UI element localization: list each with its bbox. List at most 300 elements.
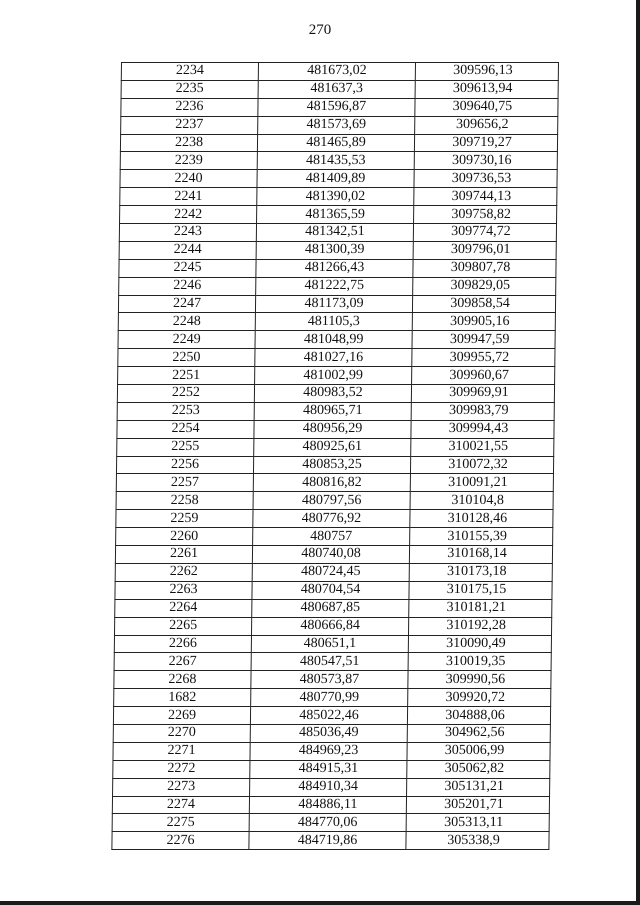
cell-text: 484770,06 — [297, 814, 358, 830]
y-coordinate-cell — [413, 259, 556, 277]
y-coordinate-cell — [410, 492, 553, 510]
x-coordinate-cell — [258, 63, 415, 81]
cell-text: 2258 — [170, 492, 199, 508]
cell-text: 481173,09 — [304, 296, 364, 312]
cell-text: 309596,13 — [453, 63, 513, 79]
cell-text: 480724,45 — [300, 564, 361, 580]
cell-text: 2269 — [167, 707, 197, 723]
cell-text: 2273 — [167, 779, 196, 795]
point-number-cell — [116, 510, 253, 528]
y-coordinate-cell — [410, 510, 553, 528]
cell-text: 480925,61 — [302, 439, 363, 455]
x-coordinate-cell — [254, 402, 411, 420]
point-number-cell — [116, 492, 253, 510]
x-coordinate-cell — [250, 760, 407, 778]
cell-text: 310021,55 — [448, 439, 509, 455]
table-row — [120, 134, 557, 152]
point-number-cell — [118, 331, 255, 349]
cell-text: 481637,3 — [310, 81, 364, 97]
table-row — [115, 546, 552, 564]
cell-text: 309758,82 — [451, 206, 511, 222]
point-number-cell — [116, 528, 253, 546]
cell-text: 309994,43 — [448, 421, 509, 437]
y-coordinate-cell — [415, 80, 558, 98]
cell-text: 2274 — [166, 796, 196, 812]
cell-text: 310019,35 — [445, 653, 506, 669]
x-coordinate-cell — [258, 80, 415, 98]
point-number-cell — [120, 206, 257, 224]
table-row — [115, 563, 552, 581]
cell-text: 2260 — [170, 528, 199, 544]
y-coordinate-cell — [414, 188, 557, 206]
cell-text: 310128,46 — [447, 510, 508, 526]
y-coordinate-cell — [408, 653, 551, 671]
cell-text: 309858,54 — [450, 296, 510, 312]
cell-text: 481222,75 — [304, 278, 365, 294]
y-coordinate-cell — [409, 563, 552, 581]
y-coordinate-cell — [415, 63, 558, 81]
cell-text: 2275 — [166, 814, 195, 830]
cell-text: 304962,56 — [444, 725, 505, 741]
table-row — [117, 402, 554, 420]
table-row — [115, 599, 552, 617]
table-row — [118, 367, 555, 385]
cell-text: 481365,59 — [305, 206, 365, 222]
cell-text: 2272 — [167, 761, 196, 777]
table-row — [116, 492, 553, 510]
cell-text: 310173,18 — [446, 564, 507, 580]
cell-text: 481300,39 — [304, 242, 365, 258]
x-coordinate-cell — [254, 420, 411, 438]
y-coordinate-cell — [413, 224, 556, 242]
point-number-cell — [116, 474, 253, 492]
cell-text: 480547,51 — [299, 653, 360, 669]
table-row — [112, 832, 549, 850]
y-coordinate-cell — [409, 599, 552, 617]
cell-text: 2249 — [172, 331, 201, 347]
cell-text: 481342,51 — [305, 224, 365, 240]
cell-text: 2239 — [174, 152, 203, 168]
cell-text: 2243 — [173, 224, 203, 240]
x-coordinate-cell — [254, 438, 411, 456]
table-row — [120, 152, 557, 170]
point-number-cell — [113, 707, 250, 725]
cell-text: 310155,39 — [447, 528, 508, 544]
y-coordinate-cell — [407, 724, 550, 742]
cell-text: 2236 — [175, 99, 204, 115]
cell-text: 2270 — [167, 725, 196, 741]
table-row — [116, 456, 553, 474]
y-coordinate-cell — [407, 707, 550, 725]
y-coordinate-cell — [407, 760, 550, 778]
y-coordinate-cell — [407, 742, 550, 760]
y-coordinate-cell — [415, 98, 558, 116]
y-coordinate-cell — [406, 832, 549, 850]
cell-text: 309736,53 — [451, 170, 512, 186]
x-coordinate-cell — [257, 206, 414, 224]
table-row — [121, 116, 558, 134]
y-coordinate-cell — [413, 277, 556, 295]
cell-text: 484969,23 — [298, 743, 359, 759]
point-number-cell — [120, 170, 257, 188]
cell-text: 481105,3 — [307, 313, 360, 329]
cell-text: 1682 — [168, 689, 197, 705]
cell-text: 309969,91 — [449, 385, 509, 401]
y-coordinate-cell — [411, 385, 554, 403]
point-number-cell — [112, 832, 249, 850]
y-coordinate-cell — [407, 778, 550, 796]
y-coordinate-cell — [412, 367, 555, 385]
table-row — [113, 760, 550, 778]
y-coordinate-cell — [408, 689, 551, 707]
point-number-cell — [115, 599, 252, 617]
cell-text: 309640,75 — [452, 99, 513, 115]
cell-text: 2256 — [170, 457, 200, 473]
x-coordinate-cell — [253, 474, 410, 492]
cell-text: 480797,56 — [301, 492, 362, 508]
table-row — [115, 581, 552, 599]
cell-text: 309947,59 — [449, 331, 510, 347]
x-coordinate-cell — [257, 170, 414, 188]
cell-text: 2237 — [175, 117, 204, 133]
y-coordinate-cell — [411, 420, 554, 438]
cell-text: 2235 — [175, 81, 204, 97]
y-coordinate-cell — [409, 546, 552, 564]
point-number-cell — [113, 778, 250, 796]
x-coordinate-cell — [255, 367, 412, 385]
y-coordinate-cell — [412, 331, 555, 349]
cell-text: 480776,92 — [301, 510, 362, 526]
cell-text: 309744,13 — [451, 188, 512, 204]
x-coordinate-cell — [250, 724, 407, 742]
cell-text: 305201,71 — [444, 796, 504, 812]
point-number-cell — [118, 295, 255, 313]
cell-text: 309656,2 — [455, 117, 509, 133]
cell-text: 485022,46 — [299, 707, 359, 723]
cell-text: 480853,25 — [302, 457, 362, 473]
cell-text: 480651,1 — [303, 635, 357, 651]
point-number-cell — [114, 635, 251, 653]
coordinates-table — [111, 62, 559, 850]
cell-text: 309774,72 — [451, 224, 511, 240]
point-number-cell — [117, 438, 254, 456]
table-row — [114, 671, 551, 689]
x-coordinate-cell — [257, 134, 414, 152]
table-row — [120, 188, 557, 206]
cell-text: 305131,21 — [444, 779, 504, 795]
cell-text: 2252 — [171, 385, 201, 401]
cell-text: 481390,02 — [305, 188, 366, 204]
cell-text: 484910,34 — [298, 779, 358, 795]
x-coordinate-cell — [255, 313, 412, 331]
point-number-cell — [121, 116, 258, 134]
cell-text: 481409,89 — [305, 170, 366, 186]
cell-text: 310091,21 — [448, 474, 508, 490]
cell-text: 2257 — [170, 474, 199, 490]
point-number-cell — [120, 134, 257, 152]
point-number-cell — [114, 653, 251, 671]
y-coordinate-cell — [410, 528, 553, 546]
table-row — [116, 528, 553, 546]
y-coordinate-cell — [414, 170, 557, 188]
table-row — [118, 349, 555, 367]
table-row — [117, 420, 554, 438]
y-coordinate-cell — [410, 456, 553, 474]
x-coordinate-cell — [249, 814, 406, 832]
table-row — [121, 98, 558, 116]
cell-text: 481465,89 — [306, 135, 366, 150]
cell-text: 480983,52 — [303, 385, 363, 401]
cell-text: 309955,72 — [449, 349, 510, 365]
point-number-cell — [121, 98, 258, 116]
page-number: 270 — [308, 22, 332, 38]
table-row — [119, 224, 556, 242]
cell-text: 310175,15 — [446, 582, 507, 598]
x-coordinate-cell — [257, 152, 414, 170]
x-coordinate-cell — [258, 116, 415, 134]
cell-text: 309960,67 — [449, 367, 510, 383]
x-coordinate-cell — [257, 188, 414, 206]
cell-text: 480740,08 — [301, 546, 361, 562]
table-row — [118, 295, 555, 313]
y-coordinate-cell — [406, 796, 549, 814]
cell-text: 480816,82 — [302, 474, 362, 490]
point-number-cell — [113, 742, 250, 760]
cell-text: 309796,01 — [450, 242, 511, 258]
cell-text: 305006,99 — [444, 743, 505, 759]
table-row — [117, 385, 554, 403]
cell-text: 305062,82 — [444, 761, 505, 777]
scan-edge-right — [636, 0, 640, 905]
x-coordinate-cell — [255, 349, 412, 367]
cell-text: 2266 — [168, 635, 197, 651]
table-row — [117, 438, 554, 456]
cell-text: 2276 — [166, 832, 195, 848]
table-row — [114, 689, 551, 707]
point-number-cell — [112, 796, 249, 814]
table-row — [120, 206, 557, 224]
cell-text: 481266,43 — [304, 260, 365, 276]
point-number-cell — [121, 80, 258, 98]
cell-text: 304888,06 — [445, 707, 505, 723]
y-coordinate-cell — [408, 671, 551, 689]
cell-text: 305338,9 — [447, 832, 500, 848]
cell-text: 480757 — [310, 528, 353, 544]
cell-text: 2244 — [173, 242, 202, 258]
table-row — [118, 313, 555, 331]
x-coordinate-cell — [251, 617, 408, 635]
cell-text: 480965,71 — [302, 403, 363, 419]
cell-text: 305313,11 — [444, 814, 504, 830]
point-number-cell — [118, 349, 255, 367]
cell-text: 481596,87 — [306, 99, 367, 115]
table-row — [121, 63, 558, 81]
table-row — [119, 277, 556, 295]
cell-text: 2255 — [171, 439, 200, 455]
coordinates-table-body — [112, 63, 559, 850]
cell-text: 2246 — [173, 278, 202, 294]
cell-text: 481435,53 — [305, 152, 366, 168]
x-coordinate-cell — [252, 546, 409, 564]
point-number-cell — [119, 241, 256, 259]
y-coordinate-cell — [411, 438, 554, 456]
x-coordinate-cell — [252, 599, 409, 617]
cell-text: 2247 — [172, 296, 202, 312]
y-coordinate-cell — [406, 814, 549, 832]
point-number-cell — [115, 581, 252, 599]
cell-text: 480666,84 — [300, 618, 360, 634]
table-row — [116, 474, 553, 492]
cell-text: 2263 — [169, 582, 198, 598]
cell-text: 2234 — [175, 63, 204, 79]
cell-text: 480956,29 — [302, 421, 363, 437]
cell-text: 2240 — [174, 170, 203, 186]
table-row — [112, 814, 549, 832]
x-coordinate-cell — [250, 707, 407, 725]
x-coordinate-cell — [256, 277, 413, 295]
cell-text: 2253 — [171, 403, 200, 419]
x-coordinate-cell — [255, 295, 412, 313]
y-coordinate-cell — [414, 206, 557, 224]
cell-text: 310181,21 — [446, 600, 507, 616]
x-coordinate-cell — [258, 98, 415, 116]
x-coordinate-cell — [253, 492, 410, 510]
cell-text: 309990,56 — [445, 671, 506, 687]
x-coordinate-cell — [256, 259, 413, 277]
point-number-cell — [114, 689, 251, 707]
y-coordinate-cell — [414, 152, 557, 170]
y-coordinate-cell — [412, 349, 555, 367]
cell-text: 480770,99 — [299, 689, 360, 705]
cell-text: 2250 — [172, 349, 201, 365]
cell-text: 2251 — [172, 367, 201, 383]
cell-text: 481048,99 — [303, 331, 364, 347]
x-coordinate-cell — [255, 331, 412, 349]
point-number-cell — [119, 224, 256, 242]
table-row — [114, 653, 551, 671]
y-coordinate-cell — [412, 295, 555, 313]
y-coordinate-cell — [413, 241, 556, 259]
cell-text: 481573,69 — [306, 117, 367, 133]
cell-text: 310072,32 — [448, 457, 508, 473]
cell-text: 2241 — [174, 188, 203, 204]
y-coordinate-cell — [408, 635, 551, 653]
cell-text: 309613,94 — [452, 81, 513, 97]
point-number-cell — [113, 724, 250, 742]
y-coordinate-cell — [408, 617, 551, 635]
point-number-cell — [120, 152, 257, 170]
point-number-cell — [114, 617, 251, 635]
cell-text: 480704,54 — [300, 582, 361, 598]
cell-text: 2267 — [168, 653, 197, 669]
cell-text: 2245 — [173, 260, 202, 276]
point-number-cell — [114, 671, 251, 689]
point-number-cell — [115, 563, 252, 581]
x-coordinate-cell — [251, 635, 408, 653]
x-coordinate-cell — [254, 385, 411, 403]
y-coordinate-cell — [414, 134, 557, 152]
cell-text: 2254 — [171, 421, 200, 437]
x-coordinate-cell — [256, 224, 413, 242]
cell-text: 2262 — [169, 564, 198, 580]
x-coordinate-cell — [252, 581, 409, 599]
point-number-cell — [117, 402, 254, 420]
x-coordinate-cell — [250, 742, 407, 760]
x-coordinate-cell — [251, 671, 408, 689]
table-row — [116, 510, 553, 528]
x-coordinate-cell — [253, 510, 410, 528]
cell-text: 2268 — [168, 671, 197, 687]
table-row — [112, 796, 549, 814]
cell-text: 2265 — [169, 618, 198, 634]
scan-edge-bottom — [0, 901, 640, 905]
cell-text: 2264 — [169, 600, 198, 616]
cell-text: 484719,86 — [297, 832, 358, 848]
table-row — [113, 742, 550, 760]
table-row — [120, 170, 557, 188]
cell-text: 2238 — [174, 135, 204, 150]
x-coordinate-cell — [253, 528, 410, 546]
cell-text: 2261 — [169, 546, 199, 562]
cell-text: 310168,14 — [447, 546, 507, 562]
cell-text: 481673,02 — [307, 63, 367, 79]
cell-text: 309730,16 — [451, 152, 512, 168]
cell-text: 480687,85 — [300, 600, 361, 616]
y-coordinate-cell — [409, 581, 552, 599]
table-row — [114, 635, 551, 653]
table-row — [119, 241, 556, 259]
table-row — [121, 80, 558, 98]
point-number-cell — [113, 760, 250, 778]
point-number-cell — [117, 420, 254, 438]
x-coordinate-cell — [252, 563, 409, 581]
table-row — [113, 778, 550, 796]
point-number-cell — [116, 456, 253, 474]
cell-text: 309719,27 — [452, 135, 512, 150]
cell-text: 2248 — [172, 313, 201, 329]
point-number-cell — [112, 814, 249, 832]
table-row — [114, 617, 551, 635]
y-coordinate-cell — [412, 313, 555, 331]
cell-text: 2271 — [167, 743, 196, 759]
point-number-cell — [117, 385, 254, 403]
x-coordinate-cell — [249, 796, 406, 814]
table-row — [119, 259, 556, 277]
cell-text: 484886,11 — [298, 796, 358, 812]
cell-text: 309983,79 — [448, 403, 509, 419]
cell-text: 2242 — [174, 206, 203, 222]
table-row — [113, 707, 550, 725]
point-number-cell — [120, 188, 257, 206]
y-coordinate-cell — [415, 116, 558, 134]
cell-text: 485036,49 — [298, 725, 359, 741]
cell-text: 484915,31 — [298, 761, 359, 777]
cell-text: 481027,16 — [303, 349, 364, 365]
table-row — [113, 724, 550, 742]
x-coordinate-cell — [256, 241, 413, 259]
cell-text: 309905,16 — [449, 313, 510, 329]
point-number-cell — [119, 277, 256, 295]
y-coordinate-cell — [410, 474, 553, 492]
x-coordinate-cell — [249, 832, 406, 850]
y-coordinate-cell — [411, 402, 554, 420]
point-number-cell — [121, 63, 258, 81]
point-number-cell — [115, 546, 252, 564]
cell-text: 310090,49 — [446, 635, 506, 651]
cell-text: 2259 — [170, 510, 199, 526]
point-number-cell — [118, 313, 255, 331]
x-coordinate-cell — [251, 653, 408, 671]
